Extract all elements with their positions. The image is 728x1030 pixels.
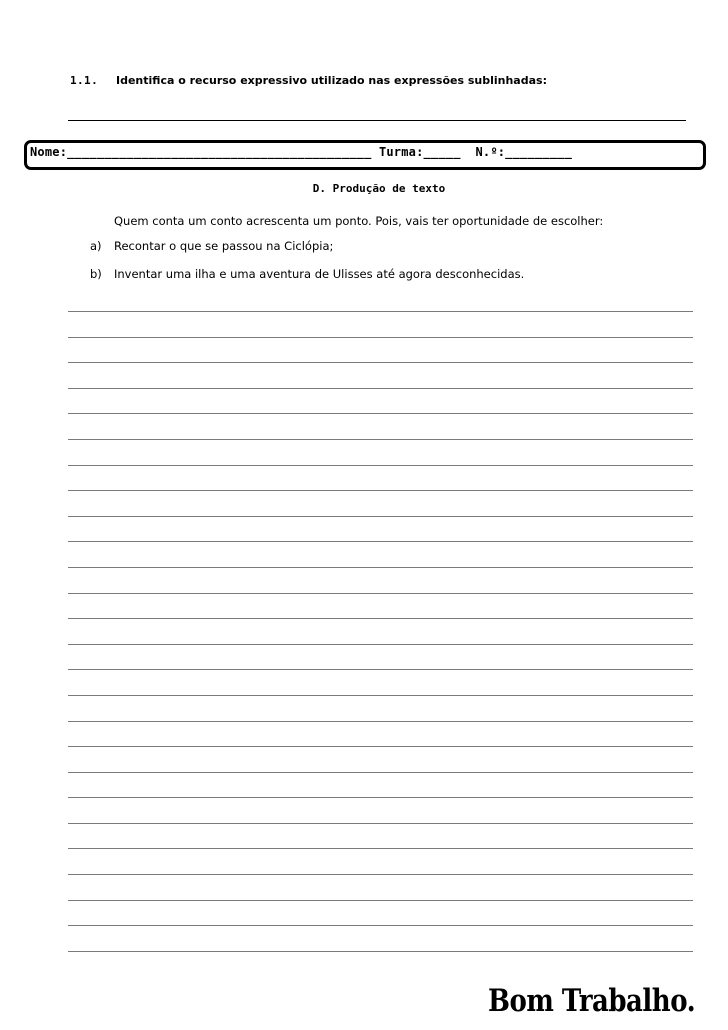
option-text: Inventar uma ilha e uma aventura de Ulisses até agora desconhecidas. [114, 267, 525, 281]
option-a [90, 239, 333, 253]
section-intro: Quem conta um conto acrescenta um ponto. Pois, vais ter oportunidade de escolher: [114, 214, 604, 228]
writing-line[interactable] [68, 874, 693, 875]
writing-line[interactable] [68, 797, 693, 798]
writing-line[interactable] [68, 311, 693, 312]
writing-line[interactable] [68, 490, 693, 491]
writing-line[interactable] [68, 746, 693, 747]
writing-line[interactable] [68, 848, 693, 849]
question-number: 1.1. [70, 74, 99, 87]
option-text: Recontar o que se passou na Ciclópia; [114, 239, 334, 253]
writing-line[interactable] [68, 925, 693, 926]
writing-line[interactable] [68, 669, 693, 670]
option-b [90, 267, 524, 281]
writing-line[interactable] [68, 823, 693, 824]
writing-line[interactable] [68, 362, 693, 363]
writing-line[interactable] [68, 644, 693, 645]
writing-line[interactable] [68, 413, 693, 414]
writing-line[interactable] [68, 567, 693, 568]
section-title: D. Produção de texto [312, 182, 446, 195]
writing-area[interactable] [68, 311, 693, 976]
writing-line[interactable] [68, 695, 693, 696]
option-label: a) [90, 239, 102, 253]
option-label: b) [90, 267, 102, 281]
answer-line[interactable] [68, 120, 686, 121]
writing-line[interactable] [68, 465, 693, 466]
writing-line[interactable] [68, 618, 693, 619]
question-1-1 [70, 74, 547, 87]
writing-line[interactable] [68, 900, 693, 901]
writing-line[interactable] [68, 951, 693, 952]
writing-line[interactable] [68, 388, 693, 389]
writing-line[interactable] [68, 337, 693, 338]
question-text: Identifica o recurso expressivo utilizado nas expressões sublinhadas: [116, 74, 547, 87]
writing-line[interactable] [68, 593, 693, 594]
writing-line[interactable] [68, 516, 693, 517]
writing-line[interactable] [68, 772, 693, 773]
student-info-fields[interactable]: Nome:_________________________________________ Turma:_____ N.º:_________ [30, 145, 572, 159]
writing-line[interactable] [68, 439, 693, 440]
signoff: Bom Trabalho. [488, 984, 696, 1020]
writing-line[interactable] [68, 721, 693, 722]
writing-line[interactable] [68, 541, 693, 542]
